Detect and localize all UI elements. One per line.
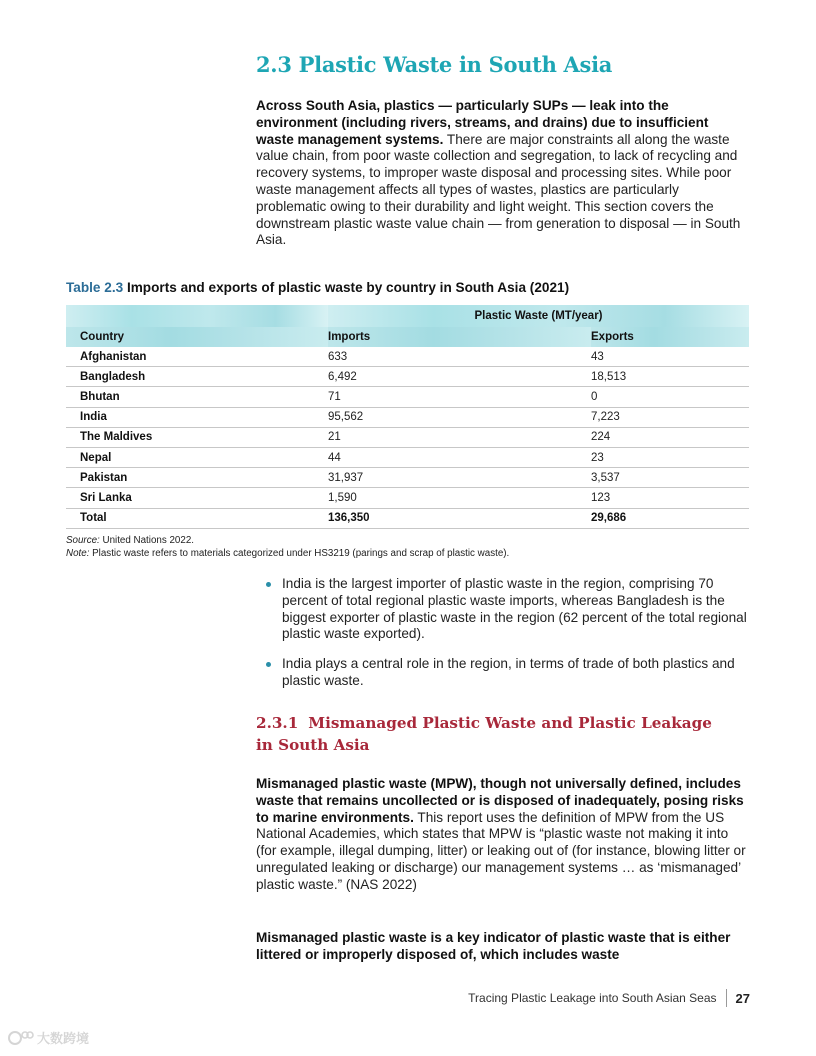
column-header-country: Country bbox=[66, 327, 328, 347]
table-source bbox=[66, 534, 509, 547]
footer-divider bbox=[726, 989, 727, 1007]
table-row bbox=[66, 367, 749, 387]
imports-cell: 71 bbox=[328, 387, 591, 407]
imports-cell: 633 bbox=[328, 347, 591, 367]
country-cell: Sri Lanka bbox=[66, 488, 328, 508]
table-column-header-row bbox=[66, 327, 749, 347]
exports-cell: 0 bbox=[591, 387, 749, 407]
imports-cell: 21 bbox=[328, 427, 591, 447]
note-text: Plastic waste refers to materials categorized under HS3219 (parings and scrap of plastic waste). bbox=[89, 548, 510, 559]
key-findings-list bbox=[266, 576, 748, 703]
exports-cell: 7,223 bbox=[591, 407, 749, 427]
column-header-imports: Imports bbox=[328, 327, 591, 347]
imports-cell: 44 bbox=[328, 447, 591, 467]
subsection-number: 2.3.1 bbox=[256, 714, 299, 732]
mpw-definition-paragraph bbox=[256, 776, 748, 894]
watermark-logo-icon bbox=[8, 1029, 34, 1047]
list-item bbox=[266, 656, 748, 690]
table-row bbox=[66, 347, 749, 367]
watermark-text: 大数跨境 bbox=[37, 1031, 90, 1046]
bullet-text: India plays a central role in the region, in terms of trade of both plastics and plastic waste. bbox=[282, 656, 735, 688]
watermark bbox=[8, 1028, 89, 1047]
exports-cell: 43 bbox=[591, 347, 749, 367]
plastic-waste-table bbox=[66, 305, 749, 529]
total-imports-cell: 136,350 bbox=[328, 508, 591, 528]
exports-cell: 3,537 bbox=[591, 468, 749, 488]
column-header-exports: Exports bbox=[591, 327, 749, 347]
exports-cell: 224 bbox=[591, 427, 749, 447]
bullet-dot-icon bbox=[266, 582, 271, 587]
imports-cell: 6,492 bbox=[328, 367, 591, 387]
bullet-dot-icon bbox=[266, 662, 271, 667]
table-row bbox=[66, 407, 749, 427]
total-exports-cell: 29,686 bbox=[591, 508, 749, 528]
table-row bbox=[66, 468, 749, 488]
bullet-text: India is the largest importer of plastic waste in the region, comprising 70 percent of total regional plastic waste imports, whereas Bangladesh is the biggest exporter of plastic waste in the region (62 percent of the total regional plastic waste exported). bbox=[282, 576, 747, 642]
exports-cell: 123 bbox=[591, 488, 749, 508]
table-row bbox=[66, 427, 749, 447]
imports-cell: 1,590 bbox=[328, 488, 591, 508]
mpw-indicator-bold-text: Mismanaged plastic waste is a key indicator of plastic waste that is either littered or improperly disposed of, which includes waste bbox=[256, 930, 731, 962]
mpw-indicator-paragraph bbox=[256, 930, 748, 964]
country-cell: Bhutan bbox=[66, 387, 328, 407]
table-caption bbox=[66, 280, 569, 295]
exports-cell: 23 bbox=[591, 447, 749, 467]
intro-paragraph bbox=[256, 98, 748, 249]
page-footer bbox=[468, 989, 750, 1007]
imports-cell: 31,937 bbox=[328, 468, 591, 488]
country-cell: Bangladesh bbox=[66, 367, 328, 387]
table-note bbox=[66, 547, 509, 560]
table-notes bbox=[66, 534, 509, 560]
table-group-header-row bbox=[66, 305, 749, 327]
mpw-body-text: This report uses the definition of MPW from the US National Academies, which states that MPW is “plastic waste not making it into (for example, illegal dumping, litter) or leaking out of (for instance, blowing litter or unregulated leaking or discharge) our management systems … as ‘mismanaged’ plastic waste.” (NAS 2022) bbox=[256, 809, 746, 892]
footer-report-title: Tracing Plastic Leakage into South Asian Seas bbox=[468, 991, 717, 1005]
total-label-cell: Total bbox=[66, 508, 328, 528]
table-number: Table 2.3 bbox=[66, 280, 124, 295]
country-cell: Afghanistan bbox=[66, 347, 328, 367]
country-cell: India bbox=[66, 407, 328, 427]
source-label: Source: bbox=[66, 535, 100, 546]
intro-body-text: There are major constraints all along the waste value chain, from poor waste collection and segregation, to lack of recycling and recovery systems, to improper waste disposal and processing sites. While poor waste management affects all types of wastes, plastics are particularly problematic owing to their durability and light weight. This section covers the downstream plastic waste value chain — from generation to disposal — in South Asia. bbox=[256, 131, 741, 248]
page-number: 27 bbox=[735, 990, 750, 1006]
table-row bbox=[66, 447, 749, 467]
exports-cell: 18,513 bbox=[591, 367, 749, 387]
intro-bold-text: Across South Asia, plastics — particularly SUPs — leak into the environment (including rivers, streams, and drains) due to insufficient waste management systems. bbox=[256, 98, 709, 147]
country-cell: Nepal bbox=[66, 447, 328, 467]
table-title: Imports and exports of plastic waste by country in South Asia (2021) bbox=[123, 280, 570, 295]
table-corner-cell bbox=[66, 305, 328, 327]
country-cell: The Maldives bbox=[66, 427, 328, 447]
note-label: Note: bbox=[66, 548, 90, 559]
table-row bbox=[66, 488, 749, 508]
imports-cell: 95,562 bbox=[328, 407, 591, 427]
subsection-title bbox=[256, 712, 726, 756]
table-row bbox=[66, 387, 749, 407]
table-total-row bbox=[66, 508, 749, 528]
section-title: 2.3 Plastic Waste in South Asia bbox=[256, 52, 613, 77]
list-item bbox=[266, 576, 748, 643]
country-cell: Pakistan bbox=[66, 468, 328, 488]
group-header-plastic-waste: Plastic Waste (MT/year) bbox=[328, 305, 749, 327]
subsection-heading-text: Mismanaged Plastic Waste and Plastic Leakage in South Asia bbox=[256, 714, 712, 754]
source-text: United Nations 2022. bbox=[99, 535, 194, 546]
mpw-bold-text: Mismanaged plastic waste (MPW), though not universally defined, includes waste that remains uncollected or is disposed of inadequately, posing risks to marine environments. bbox=[256, 776, 744, 825]
